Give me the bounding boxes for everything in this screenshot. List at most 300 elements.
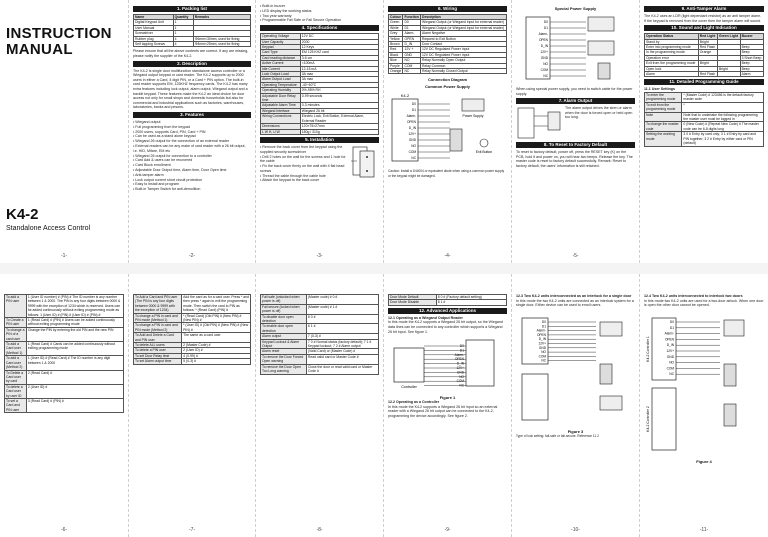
- table-cell: Green: [389, 20, 403, 25]
- table-cell: 3A max: [300, 77, 378, 82]
- table-cell: Alarm Negative: [421, 31, 507, 36]
- table-cell: To add a Card user (Method 1): [5, 342, 27, 356]
- model-subtitle: Standalone Access Control: [6, 225, 91, 232]
- terminal-label: COM: [540, 68, 548, 72]
- features-list: [133, 120, 251, 192]
- table-header-cell: Quantity: [173, 15, 193, 20]
- table-cell: Close the door or read valid card or Master Code #: [306, 364, 378, 374]
- terminal-label: D0: [543, 20, 548, 24]
- table-cell: Φ4mm×25mm, used for fixing: [193, 42, 250, 47]
- table-cell: 1: [173, 20, 193, 25]
- programming-page-7: [129, 274, 256, 537]
- terminal-label: GND: [456, 370, 464, 375]
- table-cell: To change a PIN of a card user: [6, 327, 25, 341]
- table-cell: Grey: [389, 31, 403, 36]
- page-number: -8-: [316, 527, 323, 533]
- feature-item: • Wiegand 26 output for the connection of an external reader: [133, 139, 251, 144]
- terminal-label: NC: [541, 358, 546, 363]
- table-cell: L W H, U.W: [261, 129, 301, 134]
- table-cell: The same as a card user: [182, 333, 251, 343]
- table-cell: Red Flash: [698, 72, 717, 77]
- advanced-sub-2: 12.2 Operating as a Controller: [388, 400, 440, 405]
- table-cell: Operating Temperature: [261, 82, 301, 87]
- controller-1-label: K4-2 Controller 1: [646, 335, 650, 362]
- table-header-cell: Buzzer: [740, 34, 763, 39]
- terminal-label: 12V+: [408, 132, 416, 137]
- manual-sheet-top: [0, 0, 768, 263]
- table-cell: Read valid card or Master Code #: [306, 354, 378, 364]
- table-cell: 8 1 #: [436, 300, 506, 305]
- table-row: [261, 295, 379, 305]
- table-cell: Operating Humidity: [261, 88, 301, 93]
- feature-item: • Can be used as a stand alone keypad: [133, 134, 251, 139]
- table-cell: Electric Lock, Exit Button, External Alarm, External Reader: [300, 114, 378, 124]
- programming-table-7: [133, 294, 251, 365]
- terminal-label: Alarm-: [664, 331, 674, 336]
- table-cell: User Manual: [134, 25, 174, 30]
- table-cell: 2 (User ID) #: [182, 348, 251, 353]
- terminal-label: NO: [411, 144, 416, 149]
- table-row: [389, 20, 507, 25]
- terminal-label: D1: [411, 108, 416, 113]
- terminal-label: NC: [543, 74, 548, 78]
- power-supply-label: Power Supply: [462, 114, 484, 119]
- table-row: [645, 122, 764, 132]
- table-cell: 2 (Master Code) #: [182, 343, 251, 348]
- table-cell: To set Door Relay time: [134, 353, 182, 358]
- terminal-label: Alarm-: [454, 352, 464, 357]
- table-cell: Φ6mm×30mm, used for fixing: [193, 36, 250, 41]
- feature-item: • 2000 users, supports Card, PIN, Card + PIN: [133, 130, 251, 135]
- table-cell: Beep: [740, 66, 763, 71]
- table-row: [389, 25, 507, 30]
- user-settings-table: [644, 92, 764, 146]
- table-row: [5, 384, 124, 398]
- spec-panel: [256, 0, 384, 263]
- table-cell: 1: [173, 31, 193, 36]
- table-row: [645, 132, 764, 146]
- table-cell: Door Mode Disable: [389, 300, 437, 305]
- terminal-label: NC: [669, 371, 674, 376]
- table-row: [261, 339, 379, 349]
- table-cell: D0: [403, 20, 421, 25]
- section-heading-specifications: 4. Specifications: [260, 25, 379, 31]
- table-cell: Card reading distance: [261, 55, 301, 60]
- section-heading-reset: 8. To Reset to Factory Default: [516, 142, 635, 148]
- table-cell: Operation error: [645, 55, 699, 60]
- connection-diagram-title: Connection Diagram: [427, 77, 468, 83]
- table-cell: To exit from the programming mode: [645, 102, 682, 112]
- table-cell: To remove the Door Open Too Long warning: [261, 364, 307, 374]
- common-power-title: Common Power Supply: [425, 84, 470, 90]
- table-cell: * (Master Code) # 123456 is the default factory master code: [682, 93, 764, 103]
- table-cell: Fail safe (unlocked when power is off): [261, 295, 307, 305]
- table-cell: Blue: [389, 58, 403, 63]
- intro-panel: [129, 0, 256, 263]
- specifications-table: [260, 33, 379, 135]
- terminal-label: OPEN: [664, 337, 674, 342]
- table-header-cell: Colour: [389, 15, 403, 20]
- terminal-label: D0: [669, 319, 674, 324]
- table-cell: 12-15 mA: [300, 66, 378, 71]
- table-cell: 1 (User ID) # (Read Card) # The ID number is any digit between 1 & 2000: [26, 356, 123, 370]
- table-cell: To disable door open detection: [261, 314, 307, 324]
- table-cell: Card Type: [261, 50, 301, 55]
- table-cell: Note that to undertake the following programming the master user must be logged in: [682, 112, 764, 122]
- section-heading-packing: 1. Packing list: [133, 6, 251, 12]
- table-cell: Change the PIN by entering the old PIN and the new PIN: [26, 327, 123, 341]
- terminal-label: D_IN: [538, 336, 546, 341]
- packing-list-table: [133, 14, 251, 47]
- terminal-label: D0: [411, 102, 416, 107]
- terminal-label: NC: [411, 156, 416, 161]
- controller-2-label: K4-2 Controller 2: [646, 405, 650, 432]
- page-number: -10-: [571, 527, 580, 533]
- table-cell: To delete ALL users: [134, 343, 182, 348]
- table-cell: 5 (0-3) #: [182, 359, 251, 364]
- tamper-text: The K4-2 uses an LDR (light dependant resistor) as an anti tamper alarm. If the keypad is removed from the cover then the tamper alarm will sound.: [644, 14, 762, 23]
- table-cell: Exit from the programming mode: [645, 61, 699, 66]
- feature-item: • LED display the working status: [260, 9, 379, 14]
- feature-item: • Wiegand output: [133, 120, 251, 125]
- table-row: [261, 364, 379, 374]
- figure-1-caption: Figure 1: [439, 395, 456, 401]
- table-row: [261, 324, 379, 334]
- table-cell: 2 (User ID) #: [26, 384, 123, 398]
- installation-step: • Thread the cable through the cable hole: [260, 174, 346, 179]
- manual-title: [6, 26, 124, 58]
- table-cell: 12V DC Regulated Power Input: [421, 47, 507, 52]
- table-cell: To set Alarm output time: [134, 359, 182, 364]
- table-cell: 2000: [300, 39, 378, 44]
- table-cell: To Add and Delete a Card and PIN user: [134, 333, 182, 343]
- table-cell: 12V DC: [300, 34, 378, 39]
- feature-item: • Lock output current short circuit protection: [133, 178, 251, 183]
- table-cell: To enable door open detection: [261, 324, 307, 334]
- page-number: -9-: [444, 527, 451, 533]
- table-cell: Stand by: [645, 39, 699, 44]
- user-settings-subtitle: 11.1 User Settings: [644, 87, 675, 92]
- table-cell: Active Current: [261, 61, 301, 66]
- table-header-cell: Red Light: [699, 34, 716, 39]
- table-header-cell: Green Light: [717, 34, 740, 39]
- installation-steps: [260, 145, 346, 183]
- table-row: [5, 398, 124, 412]
- table-row: [389, 300, 507, 305]
- interlock-note: Type of lock setting: fail-safe or fail-secure. Reference 11.2: [516, 433, 599, 438]
- table-cell: 4: [173, 36, 193, 41]
- table-cell: Alarm: [740, 72, 763, 77]
- table-cell: 1 (Read Card) # Cards can be added continuously without exiting programming mode: [26, 342, 123, 356]
- terminal-label: GND: [540, 56, 548, 60]
- special-power-title: Special Power Supply: [554, 6, 597, 11]
- interlock-diagram: [516, 308, 634, 428]
- table-row: [261, 93, 379, 103]
- table-cell: 7 (0-3) #: [306, 334, 378, 339]
- table-row: [134, 313, 251, 323]
- table-cell: 3 0 # Entry by card only; 3 1 # Entry by card and PIN together; 3 2 # Entry by either card or PIN (default): [682, 132, 764, 146]
- table-row: [5, 327, 124, 341]
- table-cell: To add a Card user (Method 2): [5, 356, 27, 370]
- terminal-label: D0: [541, 319, 546, 324]
- feature-item: • Card Block enrollment: [133, 163, 251, 168]
- table-row: [261, 304, 379, 314]
- table-cell: * (User ID) # (Old PIN) # (New PIN) # (New PIN) #: [182, 323, 251, 333]
- table-cell: Open lock: [645, 66, 699, 71]
- table-cell: Adjustable Alarm Time: [261, 103, 301, 108]
- table-row: [5, 318, 124, 328]
- table-cell: User Capacity: [261, 39, 301, 44]
- figure-3-caption: Figure 3: [567, 428, 584, 434]
- table-cell: Wiring Connections: [261, 114, 301, 124]
- feature-item: • Two year warranty: [260, 14, 379, 19]
- interlock-page-11: [640, 274, 768, 537]
- table-cell: Wiegand Output (or Wiegand input for external reader): [421, 25, 507, 30]
- table-row: [645, 45, 764, 50]
- page-number: -1-: [60, 253, 68, 259]
- interlock-text: In this mode the two K4-2 units are connected as an interlock system for a single door. Either device can be used to enroll users.: [516, 298, 634, 308]
- terminal-label: D_IN: [540, 44, 548, 48]
- page-number: -11-: [699, 527, 709, 533]
- table-cell: To add a PIN user: [5, 295, 27, 318]
- table-cell: To delete a Card user by user ID: [5, 384, 27, 398]
- table-cell: Bright: [698, 61, 717, 66]
- special-power-diagram: [516, 13, 634, 87]
- terminal-label: D1: [459, 348, 464, 353]
- table-cell: Add the card as for a card user. Press * and then press * again to exit the programming mode. Then switch the card to PIN as follows: * (Read Card) (PIN) #: [183, 295, 249, 313]
- table-cell: Alarm output: [261, 334, 307, 339]
- table-cell: Screwdriver: [134, 31, 174, 36]
- advanced-text-1: In this mode the K4-2 supports a Wiegand 26 bit output, so the Wiegand data lines can be connected to any controller which supports a Wiegand 26 bit input. See figure 1.: [388, 320, 503, 334]
- feature-item: • External readers can be any make of card reader with a 26 bit output, i.e. HID, Mifare, EM etc: [133, 144, 251, 154]
- table-cell: Relay Normally Closed Output: [421, 69, 507, 74]
- reset-text: To reset to factory default, power off, press the RESET key (K) on the PCB, hold it and power on, you will hear two beeps. Release the key. The master code is reset to factory default successfully. Remark: Reset to factory default, the users' information is still retained.: [516, 150, 633, 168]
- installation-step: • Drill 2 holes on the wall for the screws and 1 hole for the cable: [260, 155, 346, 165]
- table-cell: White: [389, 25, 403, 30]
- table-cell: 2 (Read Card) #: [26, 370, 123, 384]
- sound-light-table: [644, 33, 764, 77]
- feature-item: • Programmable Fail Safe or Fail Secure Operation: [260, 18, 379, 23]
- table-cell: NC: [403, 69, 421, 74]
- table-cell: Rubber plug: [134, 36, 174, 41]
- feature-item: • Easy to install and program: [133, 182, 251, 187]
- alarm-text: The alarm output drives the siren or alarm when the door is forced open or held open too long.: [565, 106, 633, 120]
- programming-table-8: [260, 294, 379, 375]
- sheet-separator: [0, 263, 768, 274]
- page-number: -6-: [60, 527, 68, 533]
- section-heading-wiring: 6. Wiring: [388, 6, 507, 12]
- table-header-cell: Description: [421, 15, 507, 20]
- feature-item: • Full programming from the keypad: [133, 125, 251, 130]
- table-cell: 3A max: [300, 72, 378, 77]
- table-cell: Yellow: [389, 36, 403, 41]
- table-cell: (Master code) # 1 #: [306, 304, 378, 314]
- table-cell: COM: [403, 63, 421, 68]
- terminal-label: NO: [543, 62, 548, 66]
- page-number: -4-: [444, 253, 451, 259]
- table-cell: 3-6 cm: [300, 55, 378, 60]
- terminal-label: COM: [666, 366, 674, 371]
- terminal-label: OPEN: [406, 120, 416, 125]
- table-cell: Keypad Lockout & Alarm Output: [261, 339, 307, 349]
- page-number: -5-: [572, 253, 579, 259]
- table-cell: Keypad: [261, 45, 301, 50]
- table-cell: 8 0 # (Factory default setting): [436, 295, 506, 300]
- table-cell: Beep: [740, 61, 763, 66]
- title-line-1: INSTRUCTION: [6, 25, 112, 42]
- terminal-label: NC: [459, 383, 464, 388]
- table-cell: 4 (0-99) #: [182, 353, 251, 358]
- table-cell: GND: [403, 52, 421, 57]
- table-row: [645, 72, 764, 77]
- table-row: [5, 342, 124, 356]
- table-cell: Alarm: [645, 72, 699, 77]
- table-row: [261, 314, 379, 324]
- table-cell: Setting the working mode: [645, 132, 682, 146]
- wiegand-reader-diagram: [388, 334, 506, 394]
- table-cell: 6 0 #: [306, 314, 378, 324]
- table-cell: 12 Keys: [300, 45, 378, 50]
- table-cell: Bright: [698, 39, 717, 44]
- advanced-text-2: In this mode the K4-2 supports a Wiegand 26 bit input so an external reader with a Wiegand 26 bit output can be connected to the K4-2, programming the device accordingly. See figure 2.: [388, 404, 498, 418]
- section-heading-alarm: 7. Alarm Output: [516, 98, 635, 104]
- terminal-label: NO: [541, 349, 546, 354]
- table-cell: Request to Exit Button: [421, 36, 507, 41]
- advanced-page-9: [384, 274, 512, 537]
- features-list-continued: [260, 4, 379, 23]
- table-cell: 0-99 seconds: [300, 93, 378, 103]
- table-cell: Alarm reset: [261, 349, 307, 354]
- table-cell: 180g / 310g: [300, 129, 378, 134]
- installation-drawing: [349, 145, 379, 179]
- table-row: [5, 356, 124, 370]
- table-cell: Adjustable Door Relay time: [261, 93, 301, 103]
- table-cell: To Delete a Card user by card: [5, 370, 27, 384]
- table-header-cell: Function: [404, 15, 419, 19]
- table-cell: Self tapping Screws: [134, 42, 174, 47]
- table-row: [645, 112, 764, 122]
- terminal-label: COM: [456, 379, 464, 384]
- feature-item: • Built-in buzzer: [260, 4, 379, 9]
- table-cell: Door Contact: [421, 42, 507, 47]
- section-heading-sound-light: 10. Sound and Light Indication: [644, 25, 764, 31]
- programming-page-8: [256, 274, 384, 537]
- table-cell: [717, 72, 740, 77]
- table-row: [645, 93, 764, 103]
- table-cell: Beep: [740, 45, 763, 50]
- two-door-interlock-diagram: [644, 308, 762, 458]
- feature-item: • Card Add & users can be recovered: [133, 158, 251, 163]
- table-cell: Lock Output Load: [261, 72, 301, 77]
- table-cell: Dimensions: [261, 124, 301, 129]
- section-heading-installation: 5. Installation: [260, 137, 379, 143]
- table-row: [645, 102, 764, 112]
- alarm-diagram: [516, 106, 562, 140]
- table-cell: 4: [173, 42, 193, 47]
- table-header-cell: Name: [134, 15, 174, 20]
- terminal-label: NO: [459, 374, 464, 379]
- table-cell: Door Mode Default: [389, 295, 437, 300]
- door-mode-table: [388, 294, 507, 306]
- table-cell: Purple: [389, 63, 403, 68]
- terminal-label: 12V+: [540, 50, 548, 54]
- terminal-label: 12V+: [538, 341, 546, 346]
- section-heading-tamper: 9. Anti-Tamper Alarm: [644, 6, 764, 12]
- table-cell: 12V +: [403, 47, 421, 52]
- table-cell: To change the master code: [645, 122, 682, 132]
- feature-item: • Anti-tamper alarm: [133, 173, 251, 178]
- table-cell: 1 (User ID number) # (PIN) # The ID number is any number between 1 & 2000. The PIN is any four digits between 0000 & 9999 with the exception of 1234 which is reserved. Users can be added continuously without exiting programming mode as follows: 1 (User ID) # (PIN) # (User ID) # (PIN) #: [26, 295, 123, 318]
- terminal-label: GND: [666, 354, 674, 359]
- special-power-note: When using special power supply, you need to switch cable for the power supply.: [516, 87, 633, 96]
- terminal-label: 12V+: [456, 366, 464, 371]
- table-cell: Note: [645, 112, 682, 122]
- table-cell: Relay Normally Open Output: [421, 58, 507, 63]
- terminal-label: 12V+: [666, 348, 674, 353]
- table-cell: To delete a PIN user: [134, 348, 182, 353]
- table-cell: D_IN: [403, 42, 421, 47]
- installation-step: • Fix the back cover firmly on the wall with 4 flat head screws: [260, 164, 346, 174]
- table-cell: To remove the Door Forced Open warning: [261, 354, 307, 364]
- interlock-subtitle: 12.3 Two K4-2 units interconnected as an interlock for a single door: [516, 294, 632, 298]
- terminal-label: D_IN: [408, 126, 416, 131]
- description-text: The K4-2 is single door multifunction standalone access controller or a Wiegand output keypad or card reader. The K4-2 supports up to 2000 users in either a Card, 4 digit PIN, or a Card + PIN option. The built-in card reader supports EM, 125KHZ frequency cards. The K4-2 has many extra features including lock output, alarm output, Wiegand output and a backlit keypad. These features make the K4-2 an ideal choice for door access not only for small shops and domestic households but also for commercial and industrial applications such as factories, warehouses, laboratories, banks and prisons.: [133, 68, 248, 110]
- programming-panel: [640, 0, 768, 263]
- exit-button-label: Exit Button: [475, 150, 493, 155]
- table-cell: To Create a PIN user: [5, 318, 27, 328]
- table-cell: EM 125 KHZ card: [300, 50, 378, 55]
- table-row: [645, 61, 764, 66]
- terminal-label: D0: [459, 344, 464, 349]
- table-cell: 0 (New Code) # (Repeat New Code) # The master code can be 6-8 digits long: [682, 122, 764, 132]
- table-cell: Enter into programming mode: [645, 45, 699, 50]
- controller-label: Controller: [401, 385, 417, 390]
- table-cell: To Add a Card and PIN user (The PIN is any four digits between 0000 & 9999 with the exception of 1234): [134, 295, 182, 314]
- model-name: K4-2: [6, 206, 39, 223]
- terminal-label: Alarm-: [536, 328, 546, 333]
- table-cell: 0-3 minutes: [300, 103, 378, 108]
- installation-step: • Remove the back cover from the keypad using the supplied security screwdriver: [260, 145, 346, 155]
- table-cell: Brown: [389, 42, 403, 47]
- table-cell: Orange: [390, 69, 402, 74]
- table-cell: In the programming mode: [645, 50, 699, 55]
- terminal-label: GND: [408, 138, 416, 143]
- table-row: [261, 114, 379, 124]
- table-cell: 1 (Read Card) # (PIN) # Users can be added continuously without exiting programming mode: [26, 318, 123, 328]
- terminal-label: D1: [543, 26, 548, 30]
- table-cell: <100mA: [300, 61, 378, 66]
- table-row: [645, 50, 764, 55]
- table-cell: (Master code) # 0 #: [306, 295, 378, 305]
- packing-note: Please ensure that all the above contents are correct. If any are missing, please notify the supplier of the K4-2.: [133, 49, 249, 59]
- table-cell: Red: [389, 47, 403, 52]
- table-cell: Alarm Output Load: [261, 77, 301, 82]
- terminal-label: Alarm-: [538, 32, 548, 36]
- table-header-cell: Remarks: [193, 15, 250, 20]
- power-panel: [512, 0, 640, 263]
- table-cell: Wiegand Interface: [261, 108, 301, 113]
- table-cell: 120×75×27mm: [300, 124, 378, 129]
- table-cell: Digital Keypad Unit: [134, 20, 174, 25]
- table-cell: Wiegand Output (or Wiegand input for external reader): [421, 20, 507, 25]
- page-number: -2-: [188, 253, 196, 259]
- terminal-label: D_IN: [456, 361, 464, 366]
- section-heading-features: 3. Features: [133, 112, 251, 118]
- table-cell: -40~60°C: [300, 82, 378, 87]
- table-header-cell: Operation Status: [645, 34, 699, 39]
- table-cell: Wiegand 26 bit: [300, 108, 378, 113]
- programming-page-6: [0, 274, 129, 537]
